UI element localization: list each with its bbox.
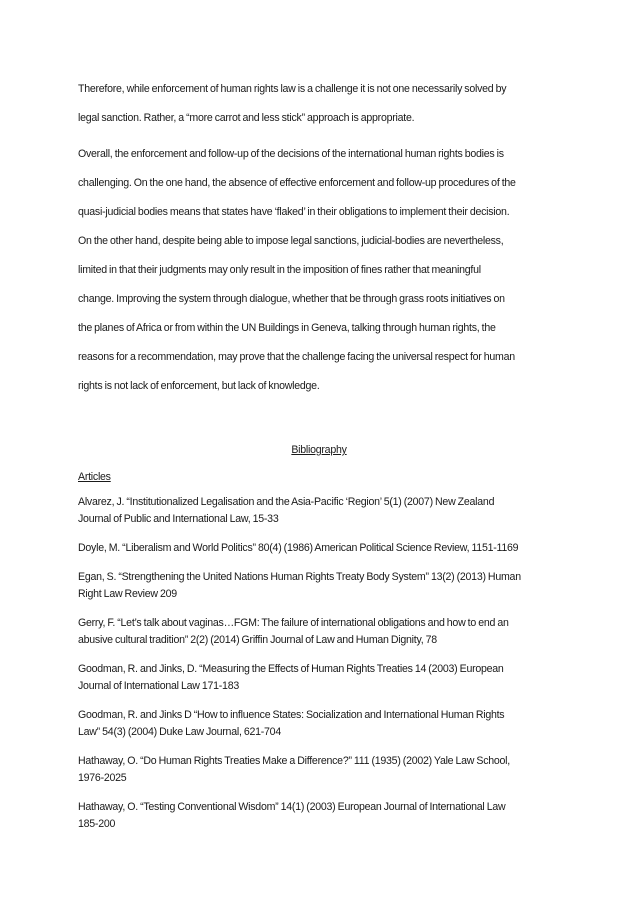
reference-line: Hathaway, O. “Do Human Rights Treaties Make a Difference?” 111 (1935) (2002) Yale Law School, xyxy=(78,755,510,767)
paragraph-overall xyxy=(78,140,568,401)
reference-item xyxy=(78,661,568,695)
reference-line: Alvarez, J. “Institutionalized Legalisation and the Asia-Pacific ‘Region’ 5(1) (2007) New Zealand xyxy=(78,496,495,508)
text-line: limited in that their judgments may only result in the imposition of fines rather that meaningful xyxy=(78,264,481,276)
articles-heading: Articles xyxy=(78,471,111,483)
reference-line: Doyle, M. “Liberalism and World Politics” 80(4) (1986) American Political Science Review, 1151-1169 xyxy=(78,542,519,554)
reference-line: Goodman, R. and Jinks, D. “Measuring the Effects of Human Rights Treaties 14 (2003) European xyxy=(78,663,504,675)
reference-line: Egan, S. “Strengthening the United Nations Human Rights Treaty Body System” 13(2) (2013) Human xyxy=(78,571,521,583)
text-line: challenging. On the one hand, the absence of effective enforcement and follow-up procedures of the xyxy=(78,177,516,189)
reference-item xyxy=(78,799,568,833)
reference-line: 185-200 xyxy=(78,818,116,830)
reference-line: Journal of International Law 171-183 xyxy=(78,680,239,692)
reference-line: Right Law Review 209 xyxy=(78,588,177,600)
reference-item xyxy=(78,615,568,649)
body-text xyxy=(78,75,568,401)
text-line: Overall, the enforcement and follow-up of the decisions of the international human rights bodies is xyxy=(78,148,504,160)
reference-line: Journal of Public and International Law, 15-33 xyxy=(78,513,279,525)
reference-line: Law” 54(3) (2004) Duke Law Journal, 621-704 xyxy=(78,726,281,738)
paragraph-gap xyxy=(78,133,568,140)
reference-item xyxy=(78,707,568,741)
reference-line: Hathaway, O. “Testing Conventional Wisdom” 14(1) (2003) European Journal of International Law xyxy=(78,801,506,813)
reference-item xyxy=(78,540,568,557)
bibliography-heading: Bibliography xyxy=(291,444,347,456)
reference-line: 1976-2025 xyxy=(78,772,127,784)
paragraph-conclusion-intro xyxy=(78,75,568,133)
text-line: rights is not lack of enforcement, but lack of knowledge. xyxy=(78,380,320,392)
reference-line: Goodman, R. and Jinks D “How to influence States: Socialization and International Human Rights xyxy=(78,709,505,721)
reference-line: Gerry, F. “Let’s talk about vaginas…FGM: The failure of international obligations and how to end an xyxy=(78,617,509,629)
text-line: On the other hand, despite being able to impose legal sanctions, judicial-bodies are nevertheless, xyxy=(78,235,504,247)
reference-item xyxy=(78,753,568,787)
reference-item xyxy=(78,494,568,528)
text-line: quasi-judicial bodies means that states have ‘flaked’ in their obligations to implement their decision. xyxy=(78,206,510,218)
text-line: Therefore, while enforcement of human rights law is a challenge it is not one necessarily solved by xyxy=(78,83,507,95)
text-line: the planes of Africa or from within the UN Buildings in Geneva, talking through human rights, the xyxy=(78,322,496,334)
text-line: legal sanction. Rather, a “more carrot and less stick” approach is appropriate. xyxy=(78,112,415,124)
reference-line: abusive cultural tradition” 2(2) (2014) Griffin Journal of Law and Human Dignity, 78 xyxy=(78,634,437,646)
reference-item xyxy=(78,569,568,603)
text-line: change. Improving the system through dialogue, whether that be through grass roots initiatives on xyxy=(78,293,505,305)
reference-list xyxy=(78,494,568,845)
text-line: reasons for a recommendation, may prove that the challenge facing the universal respect for human xyxy=(78,351,515,363)
